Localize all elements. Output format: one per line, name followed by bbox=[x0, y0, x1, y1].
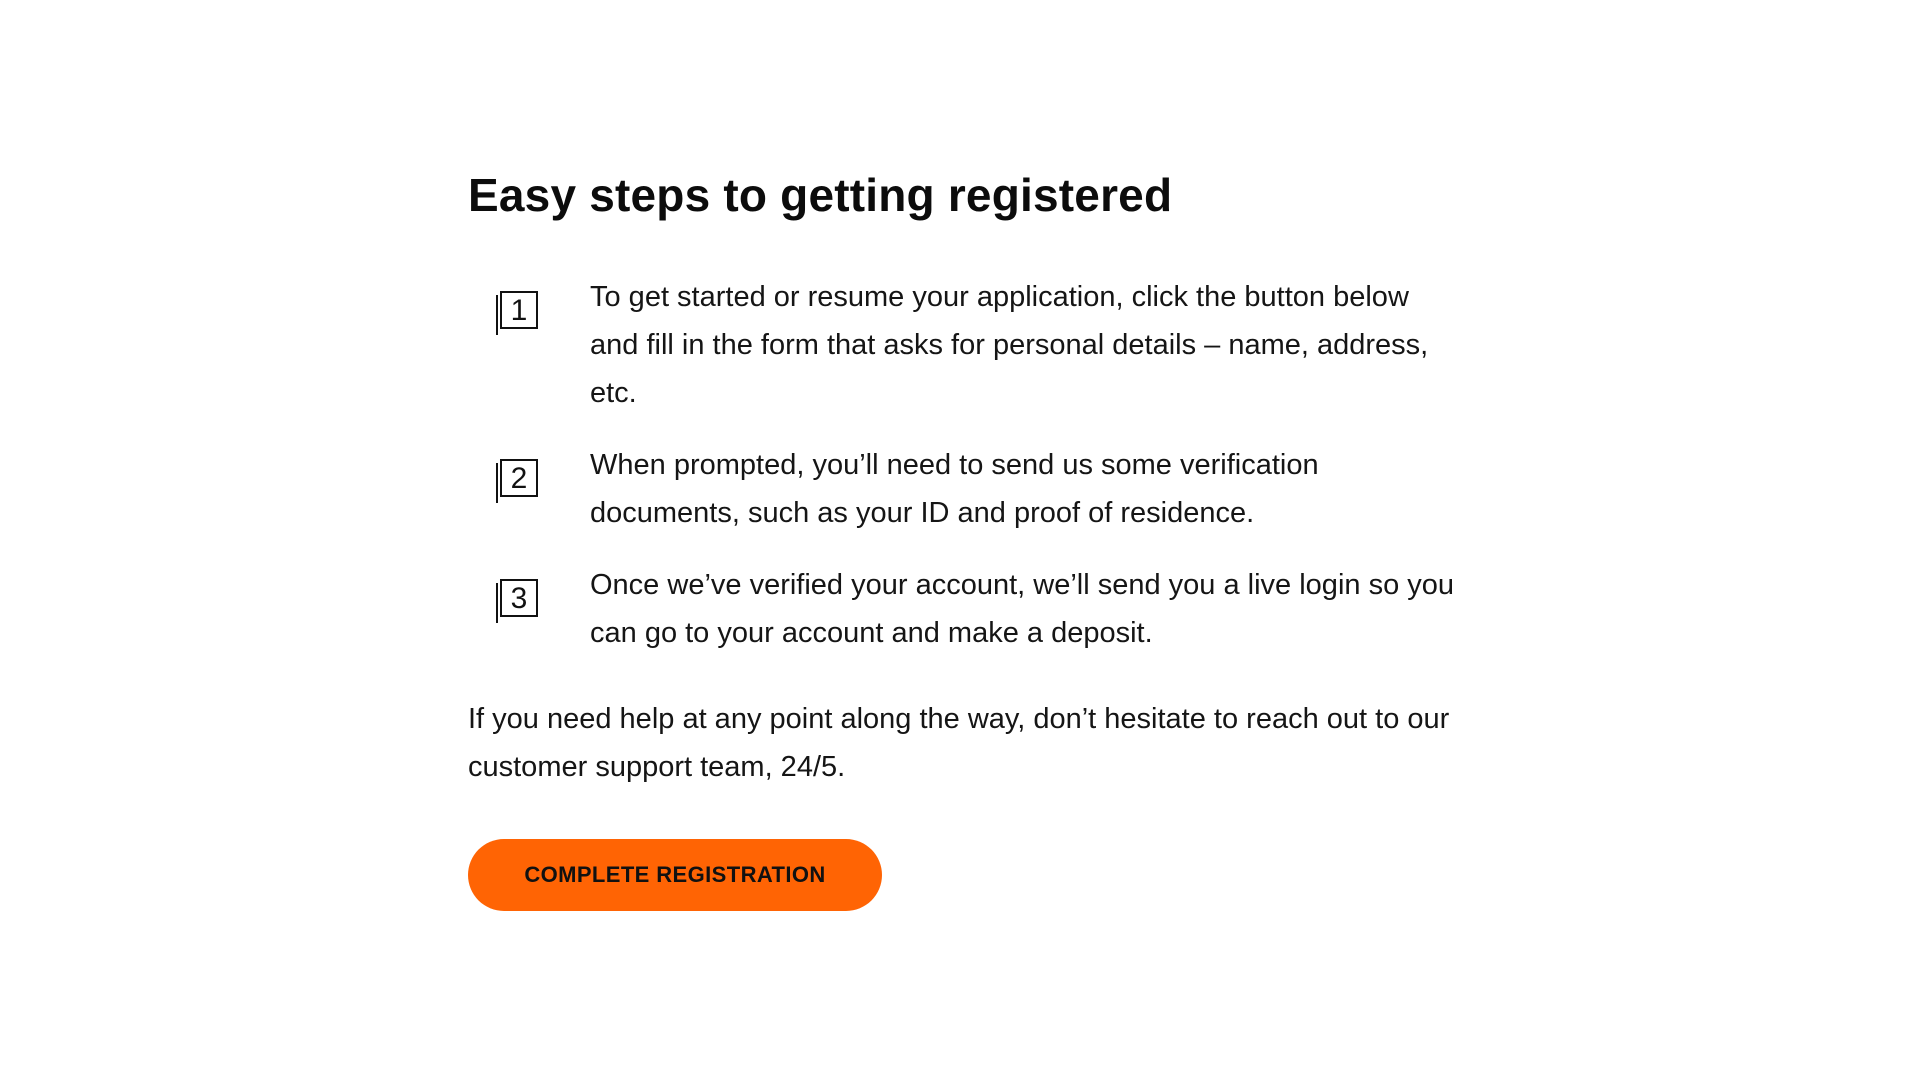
page-title: Easy steps to getting registered bbox=[468, 169, 1173, 221]
step-number: 2 bbox=[510, 462, 528, 495]
step-number: 3 bbox=[510, 582, 528, 615]
step-number-badge-1 bbox=[496, 291, 542, 339]
step-number: 1 bbox=[510, 294, 528, 327]
help-text: If you need help at any point along the way, don’t hesitate to reach out to our customer support team, 24/5. bbox=[468, 703, 1450, 783]
steps-list bbox=[468, 273, 1478, 657]
step-number-badge-3 bbox=[496, 579, 542, 627]
step-description: Once we’ve verified your account, we’ll send you a live login so you can go to your account and make a deposit. bbox=[590, 569, 1455, 649]
step-description: To get started or resume your application, click the button below and fill in the form that asks for personal details – name, address, etc. bbox=[590, 281, 1429, 409]
registration-content bbox=[468, 165, 1478, 911]
badge-offset-line bbox=[496, 463, 498, 503]
step-description: When prompted, you’ll need to send us some verification documents, such as your ID and proof of residence. bbox=[590, 449, 1319, 529]
step-item-1 bbox=[468, 273, 1478, 417]
complete-registration-button[interactable]: COMPLETE REGISTRATION bbox=[468, 839, 882, 911]
step-item-2 bbox=[468, 441, 1478, 537]
badge-offset-line bbox=[496, 295, 498, 335]
badge-offset-line bbox=[496, 583, 498, 623]
step-item-3 bbox=[468, 561, 1478, 657]
step-number-badge-2 bbox=[496, 459, 542, 507]
